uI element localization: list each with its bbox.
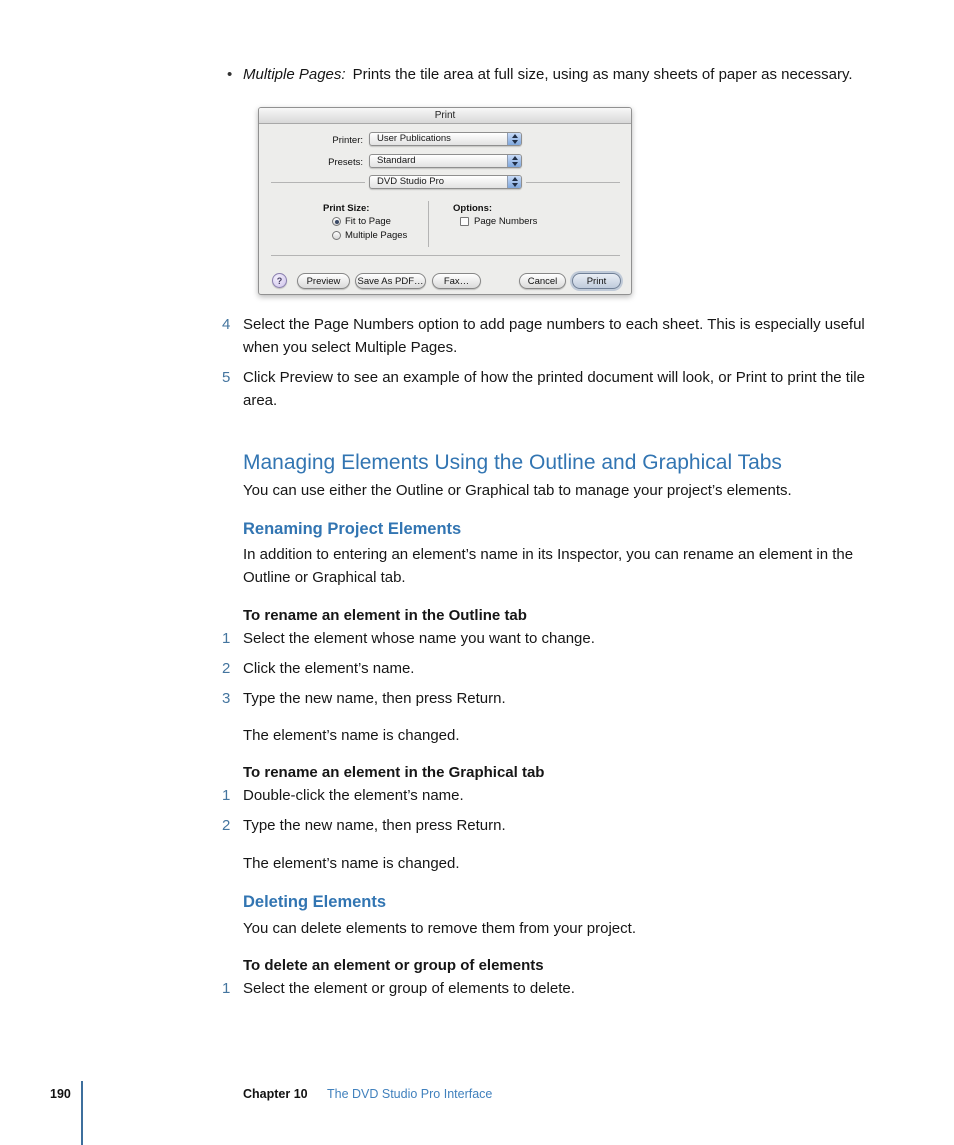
printer-popup-value: User Publications xyxy=(377,133,451,144)
printer-label: Printer: xyxy=(332,135,363,146)
task-heading-delete: To delete an element or group of elements xyxy=(243,957,544,974)
pane-divider-right xyxy=(526,182,620,183)
step-text: Type the new name, then press Return. xyxy=(243,690,506,707)
page-number: 190 xyxy=(50,1087,71,1101)
cancel-button[interactable]: Cancel xyxy=(519,273,566,289)
step-number: 5 xyxy=(222,369,231,386)
task-result: The element’s name is changed. xyxy=(243,727,460,744)
buttons-divider xyxy=(271,255,620,256)
radio-multiple-pages-label: Multiple Pages xyxy=(345,230,408,241)
subsection-intro: You can delete elements to remove them from your project. xyxy=(243,920,636,937)
step-number: 1 xyxy=(222,630,231,647)
subsection-heading-renaming: Renaming Project Elements xyxy=(243,520,462,538)
task-heading-outline: To rename an element in the Outline tab xyxy=(243,607,527,624)
subsection-heading-deleting: Deleting Elements xyxy=(243,893,387,911)
bullet-item xyxy=(227,64,888,86)
step-number: 2 xyxy=(222,660,231,677)
popup-stepper-icon xyxy=(507,176,521,188)
pane-popup-value: DVD Studio Pro xyxy=(377,176,445,187)
page-numbers-checkbox-label: Page Numbers xyxy=(474,216,538,227)
numbered-step xyxy=(222,977,888,1000)
pane-divider-left xyxy=(271,182,365,183)
numbered-step xyxy=(222,657,888,680)
step-number: 1 xyxy=(222,980,231,997)
task-result: The element’s name is changed. xyxy=(243,855,460,872)
radio-multiple-pages[interactable] xyxy=(332,231,341,240)
numbered-step xyxy=(222,366,888,412)
step-number: 3 xyxy=(222,690,231,707)
print-button[interactable]: Print xyxy=(572,273,621,289)
bullet-marker: • xyxy=(227,66,233,83)
pane-popup[interactable] xyxy=(369,175,522,189)
content-column xyxy=(222,0,888,1000)
step-number: 4 xyxy=(222,316,231,333)
radio-fit-to-page[interactable] xyxy=(332,217,341,226)
step-text: Select the element whose name you want to change. xyxy=(243,630,595,647)
subsection-intro: In addition to entering an element’s name in its Inspector, you can rename an element in the Outline or Graphical tab. xyxy=(243,546,854,586)
footer-rule xyxy=(81,1081,83,1145)
page-numbers-checkbox[interactable] xyxy=(460,217,469,226)
print-size-label: Print Size: xyxy=(323,203,370,214)
step-text: Click Preview to see an example of how the printed document will look, or Print to print the tile area. xyxy=(243,369,865,409)
printer-popup[interactable] xyxy=(369,132,522,146)
dialog-title: Print xyxy=(259,108,631,124)
presets-popup-value: Standard xyxy=(377,155,416,166)
popup-stepper-icon xyxy=(507,155,521,167)
step-number: 1 xyxy=(222,787,231,804)
step-text: Select the element or group of elements to delete. xyxy=(243,980,575,997)
step-text: Double-click the element’s name. xyxy=(243,787,464,804)
footer-chapter-link[interactable]: The DVD Studio Pro Interface xyxy=(327,1087,493,1101)
section-divider xyxy=(428,201,429,247)
help-button[interactable] xyxy=(272,273,287,288)
radio-fit-to-page-label: Fit to Page xyxy=(345,216,391,227)
bullet-text: Prints the tile area at full size, using as many sheets of paper as necessary. xyxy=(352,66,853,83)
options-label: Options: xyxy=(453,203,493,214)
step-text: Select the Page Numbers option to add page numbers to each sheet. This is especially useful when you select Multiple Pages. xyxy=(243,316,865,356)
save-as-pdf-button[interactable]: Save As PDF… xyxy=(355,273,426,289)
presets-popup[interactable] xyxy=(369,154,522,168)
fax-button[interactable]: Fax… xyxy=(432,273,481,289)
print-dialog-screenshot xyxy=(258,107,632,295)
presets-label: Presets: xyxy=(328,157,363,168)
question-mark-icon: ? xyxy=(276,275,283,286)
numbered-step xyxy=(222,627,888,650)
numbered-step xyxy=(222,313,888,359)
bullet-term: Multiple Pages: xyxy=(243,66,346,83)
section-heading: Managing Elements Using the Outline and Graphical Tabs xyxy=(243,451,782,474)
step-number: 2 xyxy=(222,817,231,834)
popup-stepper-icon xyxy=(507,133,521,145)
step-text: Click the element’s name. xyxy=(243,660,415,677)
numbered-step xyxy=(222,687,888,710)
numbered-step xyxy=(222,784,888,807)
task-heading-graphical: To rename an element in the Graphical tab xyxy=(243,764,545,781)
footer-chapter-label: Chapter 10 xyxy=(243,1087,308,1101)
section-intro: You can use either the Outline or Graphical tab to manage your project’s elements. xyxy=(243,482,792,499)
step-text: Type the new name, then press Return. xyxy=(243,817,506,834)
preview-button[interactable]: Preview xyxy=(297,273,350,289)
numbered-step xyxy=(222,814,888,837)
